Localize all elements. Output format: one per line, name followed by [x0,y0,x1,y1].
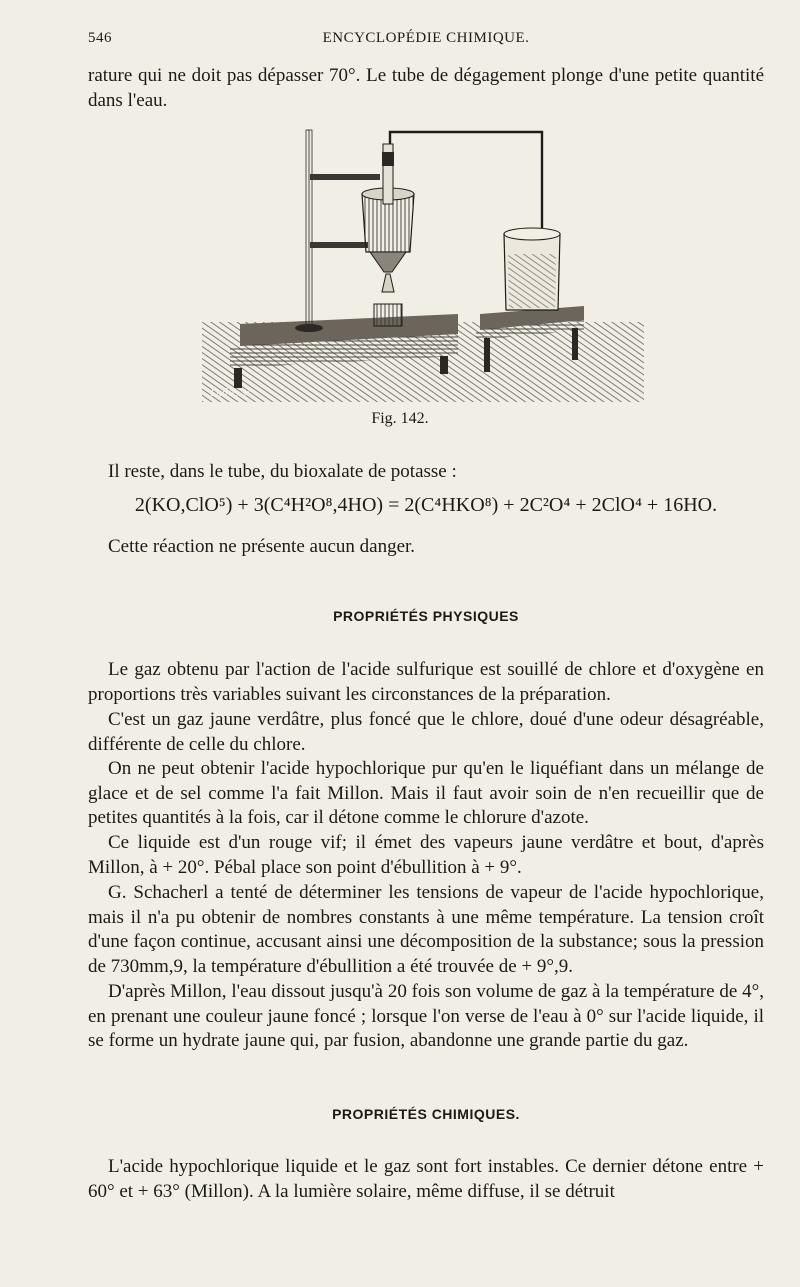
running-title: ENCYCLOPÉDIE CHIMIQUE. [322,30,530,46]
stand-rod [306,130,312,326]
paragraph-physical-2: C'est un gaz jaune verdâtre, plus foncé que le chlore, doué d'une odeur désagréable, différente de celle du chlore. [88,709,764,755]
clamp-arm-upper [310,174,380,180]
engraver-signature: Dulos sc. [210,385,255,399]
paragraph-chemical-1: L'acide hypochlorique liquide et le gaz sont fort instables. Ce dernier détone entre + 60° et + 63° (Millon). A la lumière solaire, même diffuse, il se détruit [88,1156,764,1202]
paragraph-remains: Il reste, dans le tube, du bioxalate de potasse : [108,461,457,482]
clamp-arm-lower [310,242,368,248]
apparatus-illustration [200,124,646,406]
lamp [374,304,402,326]
figure-caption: Fig. 142. [371,410,429,427]
paragraph-danger: Cette réaction ne présente aucun danger. [108,536,416,557]
heading-physical-properties: PROPRIÉTÉS PHYSIQUES [333,608,519,624]
chemical-equation: 2(KO,ClO⁵) + 3(C⁴H²O⁸,4HO) = 2(C⁴HKO⁸) + 2C²O⁴ + 2ClO⁴ + 16HO. [134,494,718,516]
paragraph-top: rature qui ne doit pas dépasser 70°. Le tube de dégagement plonge d'une petite quantité dans l'eau. [88,65,764,111]
delivery-tube [390,132,542,244]
paragraph-physical-3: On ne peut obtenir l'acide hypochlorique pur qu'en le liquéfiant dans un mélange de glace et de sel comme l'a fait Millon. Mais il faut avoir soin de n'en recueillir que de petites quantités à la fois, car il détone comme le chlorure d'azote. [88,758,764,828]
paragraph-physical-4: Ce liquide est d'un rouge vif; il émet des vapeurs jaune verdâtre et bout, d'après Millon, à + 20°. Pébal place son point d'ébullition à + 9°. [88,832,764,878]
paragraph-physical-1: Le gaz obtenu par l'action de l'acide sulfurique est souillé de chlore et d'oxygène en proportions très variables suivant les circonstances de la préparation. [88,659,764,705]
page-header [88,30,764,52]
page-number: 546 [88,30,112,46]
heading-chemical-properties: PROPRIÉTÉS CHIMIQUES. [332,1106,520,1122]
paragraph-physical-6: D'après Millon, l'eau dissout jusqu'à 20 fois son volume de gaz à la température de 4°, en prenant une couleur jaune foncé ; lorsque l'on verse de l'eau à 0° sur l'acide liquide, il se forme un hydrate jaune qui, par fusion, abandonne une grande partie du gaz. [88,981,764,1051]
paragraph-physical-5: G. Schacherl a tenté de déterminer les tensions de vapeur de l'acide hypochlorique, mais il n'a pu obtenir de nombres constants à une même température. La tension croît d'une façon continue, accusant ainsi une décomposition de la substance; sous la pression de 730mm,9, la température d'ébullition a été trouvée de + 9°,9. [88,882,764,977]
figure-apparatus [200,124,646,406]
